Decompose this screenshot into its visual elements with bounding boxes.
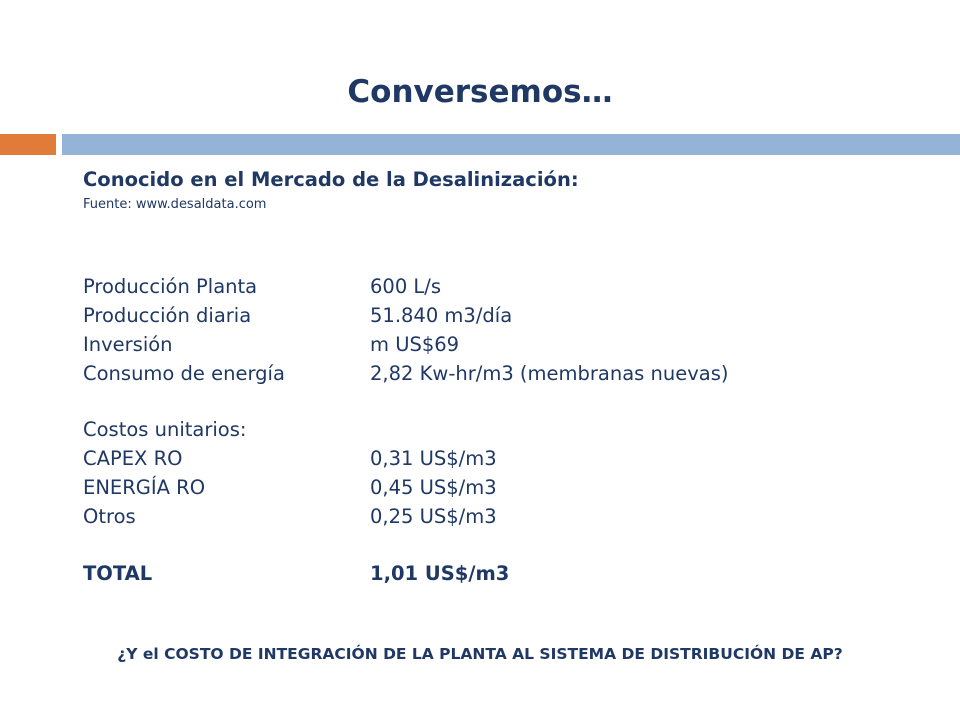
- cost-value: 0,45 US$/m3: [370, 476, 497, 499]
- total-value: 1,01 US$/m3: [370, 562, 510, 585]
- closing-question: ¿Y el COSTO DE INTEGRACIÓN DE LA PLANTA AL SISTEMA DE DISTRIBUCIÓN DE AP?: [117, 645, 843, 663]
- spec-value: m US$69: [370, 333, 460, 356]
- spec-label: Inversión: [83, 333, 173, 356]
- cost-label: Otros: [83, 505, 136, 528]
- cost-value: 0,25 US$/m3: [370, 505, 497, 528]
- spec-label: Consumo de energía: [83, 362, 285, 385]
- costs-heading-label: Costos unitarios:: [83, 418, 247, 441]
- cost-value: 0,31 US$/m3: [370, 447, 497, 470]
- accent-bar-orange: [0, 134, 56, 155]
- total-label: TOTAL: [83, 562, 153, 585]
- cost-label: CAPEX RO: [83, 447, 183, 470]
- source-note: Fuente: www.desaldata.com: [83, 197, 267, 212]
- accent-bar-blue: [62, 134, 960, 155]
- spec-label: Producción Planta: [83, 275, 258, 298]
- spec-value: 51.840 m3/día: [370, 304, 513, 327]
- spec-value: 2,82 Kw-hr/m3 (membranas nuevas): [370, 362, 729, 385]
- slide-title: Conversemos…: [347, 74, 613, 110]
- section-heading: Conocido en el Mercado de la Desalinización:: [83, 168, 579, 191]
- spec-label: Producción diaria: [83, 304, 252, 327]
- cost-label: ENERGÍA RO: [83, 476, 206, 499]
- spec-value: 600 L/s: [370, 275, 442, 298]
